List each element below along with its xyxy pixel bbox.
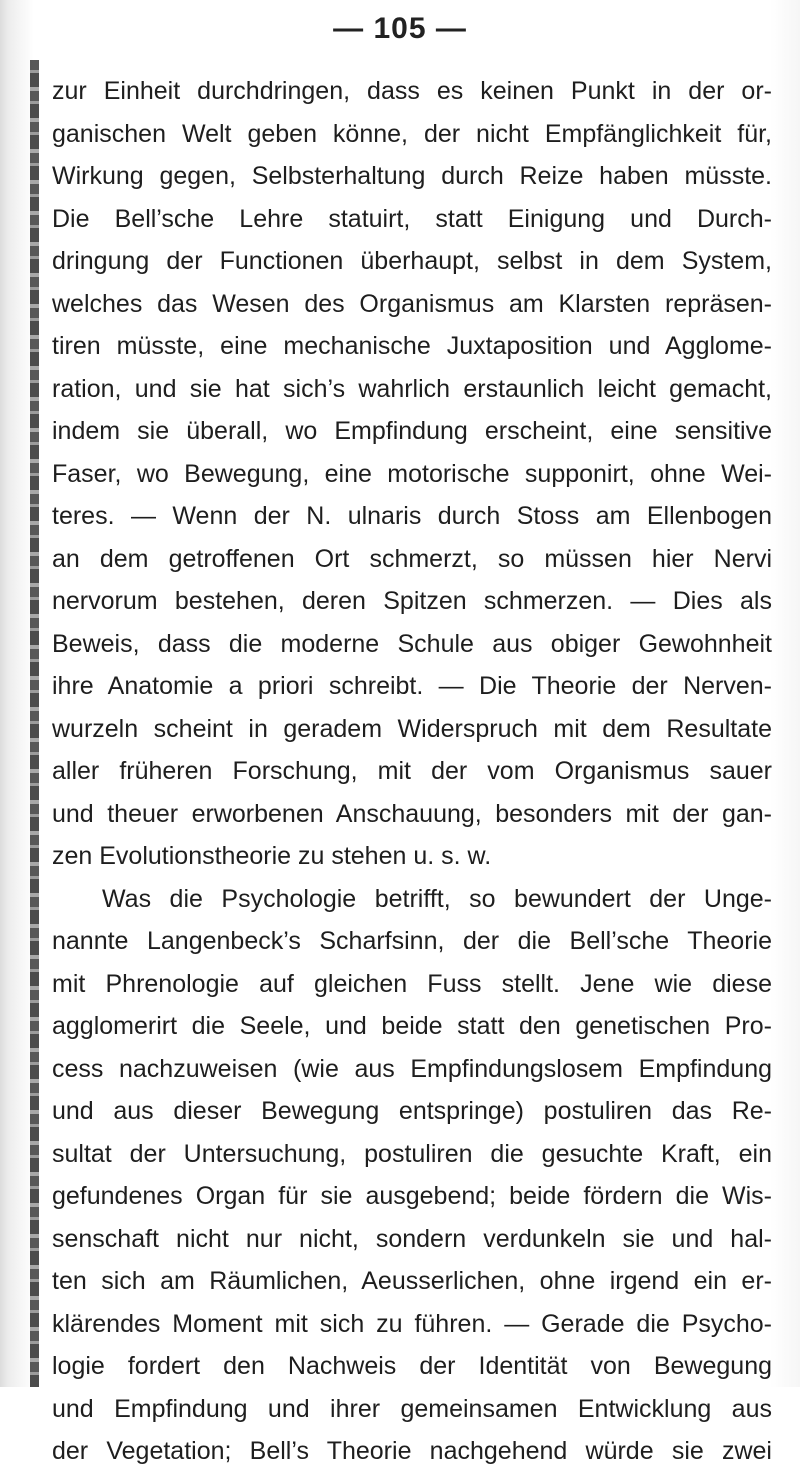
text-line: Die Bell’sche Lehre statuirt, statt Einigung und Durch-: [52, 204, 772, 233]
text-line: aller früheren Forschung, mit der vom Organismus sauer: [52, 757, 772, 785]
text-line: logie fordert den Nachweis der Identität von Bewegung: [52, 1352, 772, 1380]
text-line: zen Evolutionstheorie zu stehen u. s. w.: [52, 842, 492, 870]
text-line: an dem getroffenen Ort schmerzt, so müssen hier Nervi: [52, 544, 772, 573]
text-line: indem sie überall, wo Empfindung erscheint, eine sensitive: [52, 417, 772, 445]
text-line: der Vegetation; Bell’s Theorie nachgehend würde sie zwei: [52, 1437, 772, 1465]
text-line: senschaft nicht nur nicht, sondern verdunkeln sie und hal-: [52, 1224, 772, 1253]
text-line: ganischen Welt geben könne, der nicht Empfänglichkeit für,: [52, 119, 772, 148]
text-line: Wirkung gegen, Selbsterhaltung durch Reize haben müsste.: [52, 162, 772, 190]
text-line: und aus dieser Bewegung entspringe) postuliren das Re-: [52, 1097, 772, 1125]
text-line: Was die Psychologie betrifft, so bewundert der Unge-: [102, 884, 772, 913]
text-line: sultat der Untersuchung, postuliren die gesuchte Kraft, ein: [52, 1139, 772, 1168]
text-line: nervorum bestehen, deren Spitzen schmerzen. — Dies als: [52, 587, 772, 615]
text-line: ihre Anatomie a priori schreibt. — Die Theorie der Nerven-: [52, 672, 772, 700]
text-line: teres. — Wenn der N. ulnaris durch Stoss am Ellenbogen: [52, 502, 772, 530]
page-binding-shadow: [0, 0, 34, 1387]
text-line: zur Einheit durchdringen, dass es keinen Punkt in der or-: [52, 77, 772, 105]
binding-edge: [30, 60, 39, 1387]
text-line: und theuer erworbenen Anschauung, besonders mit der gan-: [52, 799, 772, 828]
body-text: [52, 70, 772, 1473]
text-line: mit Phrenologie auf gleichen Fuss stellt. Jene wie diese: [52, 969, 772, 998]
text-line: wurzeln scheint in geradem Widerspruch mit dem Resultate: [52, 714, 772, 743]
text-line: ration, und sie hat sich’s wahrlich erstaunlich leicht gemacht,: [52, 374, 772, 403]
text-line: gefundenes Organ für sie ausgebend; beide fördern die Wis-: [52, 1182, 772, 1210]
text-line: tiren müsste, eine mechanische Juxtaposition und Agglome-: [52, 332, 772, 360]
text-line: cess nachzuweisen (wie aus Empfindungslosem Empfindung: [52, 1054, 772, 1083]
text-line: agglomerirt die Seele, und beide statt den genetischen Pro-: [52, 1012, 772, 1040]
text-line: Beweis, dass die moderne Schule aus obiger Gewohnheit: [52, 629, 772, 658]
text-line: Faser, wo Bewegung, eine motorische supponirt, ohne Wei-: [52, 459, 772, 488]
text-line: und Empfindung und ihrer gemeinsamen Entwicklung aus: [52, 1394, 772, 1423]
page-number-header: — 105 —: [333, 12, 467, 45]
text-line: klärendes Moment mit sich zu führen. — Gerade die Psycho-: [52, 1309, 772, 1338]
text-line: dringung der Functionen überhaupt, selbst in dem System,: [52, 247, 772, 275]
text-line: ten sich am Räumlichen, Aeusserlichen, ohne irgend ein er-: [52, 1267, 772, 1295]
text-line: welches das Wesen des Organismus am Klarsten repräsen-: [52, 289, 772, 318]
text-line: nannte Langenbeck’s Scharfsinn, der die Bell’sche Theorie: [52, 927, 772, 955]
